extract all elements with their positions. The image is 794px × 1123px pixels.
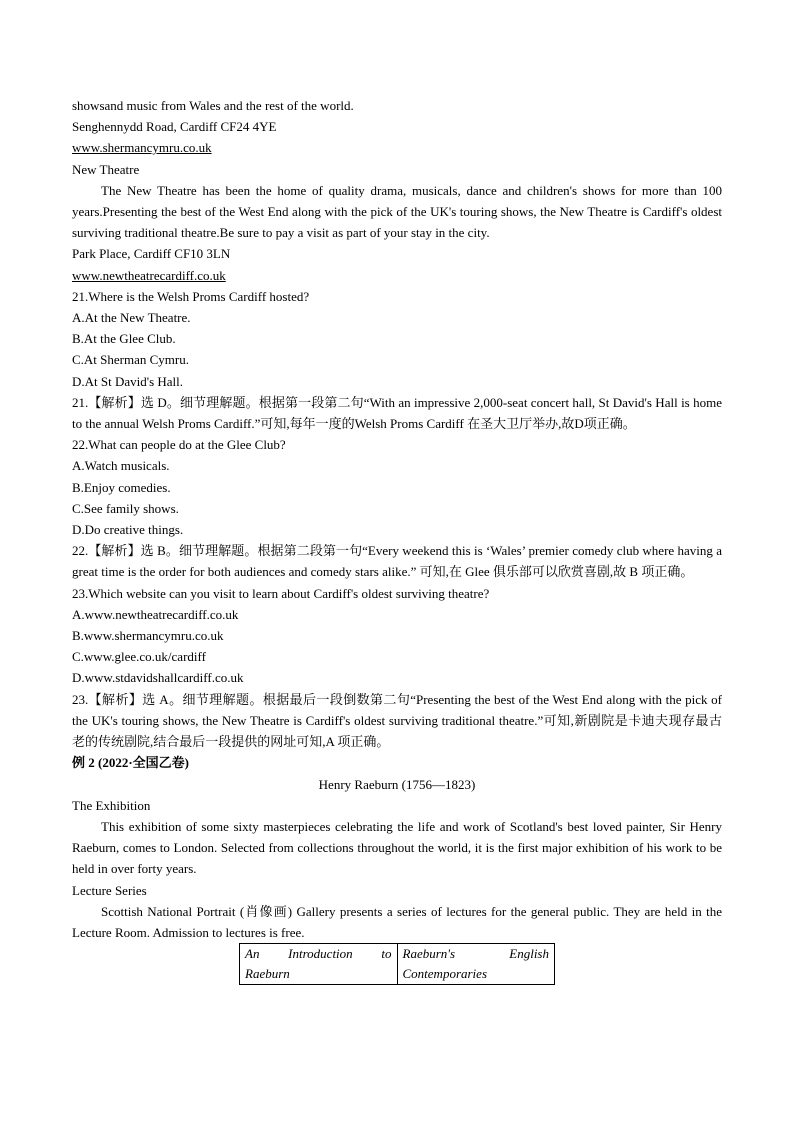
q22-option-d: D.Do creative things.: [72, 522, 184, 538]
new-theatre-desc: The New Theatre has been the home of quality drama, musicals, dance and children's shows for more than 100 years.Presenting the best of the West End along with the pick of the UK's touring shows, the New Theatre is Cardiff's oldest surviving traditional theatre.Be sure to pay a visit as part of your stay in the city.: [72, 182, 722, 241]
sherman-desc-tail: showsand music from Wales and the rest of the world.: [72, 98, 354, 113]
q21-option-a: A.At the New Theatre.: [72, 310, 191, 326]
q21-option-d: D.At St David's Hall.: [72, 373, 184, 389]
table-cell-introduction: [240, 944, 398, 985]
q23-analysis: 23.【解析】选 A。细节理解题。根据最后一段倒数第二句“Presenting the best of the West End along with the pick of the UK's touring shows, the New Theatre is Cardiff's oldest surviving traditional theatre.”可知,新剧院是卡迪夫现存最古老的传统剧院,结合最后一段提供的网址可知,A 项正确。: [72, 691, 722, 750]
q23-option-d: D.www.stdavidshallcardiff.co.uk: [72, 670, 244, 686]
new-theatre-title: New Theatre: [72, 161, 140, 177]
exhibition-title: The Exhibition: [72, 797, 151, 813]
q22-option-b: B.Enjoy comedies.: [72, 479, 171, 495]
q22-option-a: A.Watch musicals.: [72, 458, 170, 474]
document-page: [72, 95, 722, 985]
q21-analysis: 21.【解析】选 D。细节理解题。根据第一段第二句“With an impressive 2,000-seat concert hall, St David's Hall is home to the annual Welsh Proms Cardiff.”可知,每年一度的Welsh Proms Cardiff 在圣大卫厅举办,故D项正确。: [72, 394, 722, 432]
cell-text-line: An Introduction to: [245, 946, 392, 962]
table-cell-contemporaries: [397, 944, 555, 985]
q22-analysis: 22.【解析】选 B。细节理解题。根据第二段第一句“Every weekend this is ‘Wales’ premier comedy club where having a great time is the order for both audiences and comedy stars alike.” 可知,在 Glee 俱乐部可以欣赏喜剧,故 B 项正确。: [72, 543, 722, 580]
sherman-url-link[interactable]: www.shermancymru.co.uk: [72, 140, 212, 156]
lecture-table: [239, 943, 555, 985]
example-2-heading: 例 2 (2022·全国乙卷): [72, 755, 189, 771]
q21-option-b: B.At the Glee Club.: [72, 331, 176, 347]
cell-text-line: Raeburn's English: [402, 946, 549, 962]
passage-title: Henry Raeburn (1756—1823): [318, 776, 476, 792]
question-22: 22.What can people do at the Glee Club?: [72, 437, 286, 453]
q23-option-b: B.www.shermancymru.co.uk: [72, 628, 224, 644]
table-row: [240, 944, 555, 985]
q21-option-c: C.At Sherman Cymru.: [72, 352, 189, 368]
q23-option-c: C.www.glee.co.uk/cardiff: [72, 649, 206, 665]
cell-text-line: Raeburn: [245, 966, 290, 982]
lecture-series-desc: Scottish National Portrait (肖像画) Gallery presents a series of lectures for the general public. They are held in the Lecture Room. Admission to lectures is free.: [72, 903, 722, 940]
new-theatre-address: Park Place, Cardiff CF10 3LN: [72, 246, 231, 262]
exhibition-desc: This exhibition of some sixty masterpieces celebrating the life and work of Scotland's best loved painter, Sir Henry Raeburn, comes to London. Selected from collections throughout the world, it is the first major exhibition of his work to be held in over forty years.: [72, 818, 722, 877]
cell-text-line: Contemporaries: [402, 966, 487, 982]
new-theatre-url-link[interactable]: www.newtheatrecardiff.co.uk: [72, 267, 226, 283]
sherman-address: Senghennydd Road, Cardiff CF24 4YE: [72, 119, 277, 135]
question-23: 23.Which website can you visit to learn about Cardiff's oldest surviving theatre?: [72, 585, 490, 601]
q23-option-a: A.www.newtheatrecardiff.co.uk: [72, 606, 239, 622]
q22-option-c: C.See family shows.: [72, 500, 179, 516]
question-21: 21.Where is the Welsh Proms Cardiff hosted?: [72, 288, 310, 304]
lecture-series-title: Lecture Series: [72, 882, 147, 898]
